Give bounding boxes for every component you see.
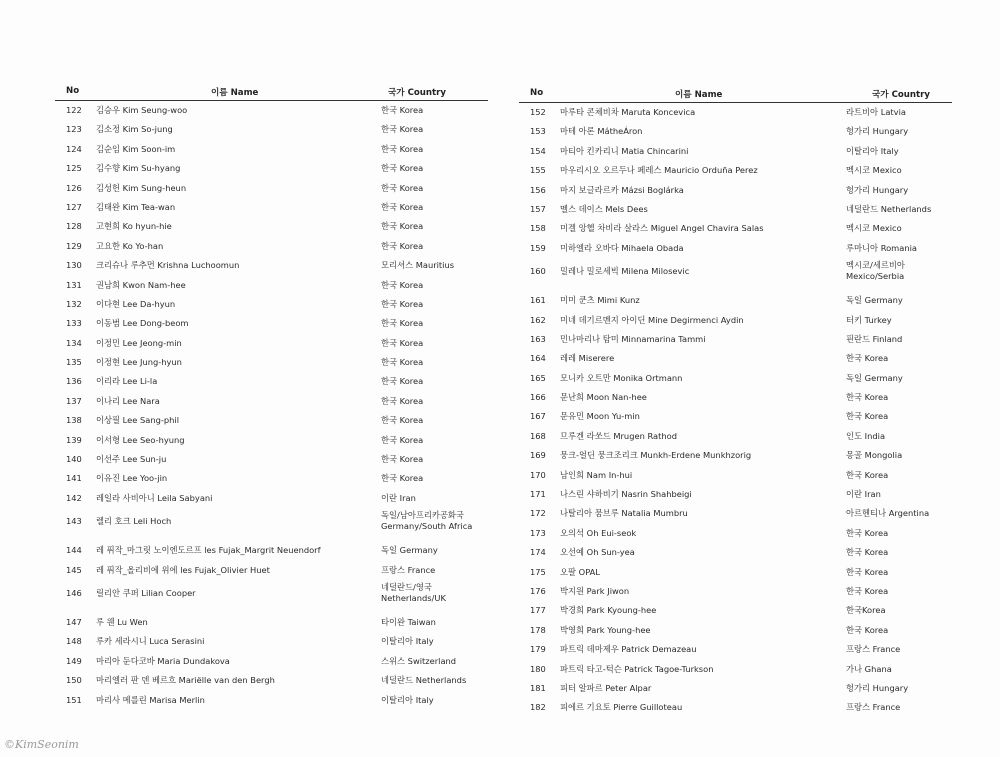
row-country: 라트비아 Latvia — [846, 107, 906, 117]
row-number: 135 — [66, 357, 82, 368]
row-country: 핀란드 Finland — [846, 333, 903, 344]
table-row — [55, 295, 488, 314]
row-country: 한국 Korea — [381, 105, 424, 115]
row-country: 몽골 Mongolia — [846, 450, 903, 461]
row-number: 163 — [530, 333, 546, 344]
table-row — [55, 276, 488, 295]
row-number: 167 — [530, 411, 546, 422]
table-row — [55, 541, 488, 560]
row-country: 프랑스 France — [381, 564, 436, 575]
table-row — [55, 198, 488, 217]
table-row — [55, 179, 488, 198]
row-name: 레일라 사비아니 Leila Sabyani — [96, 492, 213, 503]
row-number: 125 — [66, 163, 82, 174]
row-country: 아르헨티나 Argentina — [846, 508, 930, 519]
table-row — [519, 388, 952, 407]
row-number: 177 — [530, 605, 546, 616]
table-row — [55, 159, 488, 178]
table-row — [519, 258, 952, 291]
row-country: 프랑스 France — [846, 702, 901, 713]
row-name: 김소정 Kim So-jung — [96, 124, 173, 135]
row-number: 127 — [66, 201, 82, 212]
row-number: 146 — [66, 587, 82, 598]
table-row — [55, 469, 488, 488]
table-row — [519, 239, 952, 258]
table-row — [519, 349, 952, 368]
table-row — [55, 334, 488, 353]
row-number: 181 — [530, 682, 546, 693]
table-row — [519, 679, 952, 698]
row-country: 헝가리 Hungary — [846, 682, 909, 693]
row-country: 한국 Korea — [381, 473, 424, 484]
row-country: 한국 Korea — [846, 392, 889, 403]
row-country: 한국 Korea — [381, 318, 424, 329]
row-name: 마루타 콘체비차 Maruta Koncevica — [560, 107, 696, 117]
row-name: 김승우 Kim Seung-woo — [96, 105, 188, 115]
row-name: 미미 쿤츠 Mimi Kunz — [560, 295, 640, 306]
row-country: 한국 Korea — [381, 240, 424, 251]
row-number: 169 — [530, 450, 546, 461]
table-row — [55, 140, 488, 159]
row-country: 한국 Korea — [381, 143, 424, 154]
row-country: 독일/남아프리카공화국 Germany/South Africa — [381, 510, 473, 532]
row-country: 한국 Korea — [381, 201, 424, 212]
table-row — [55, 217, 488, 236]
row-country: 루마니아 Romania — [846, 242, 917, 253]
row-name: 마지 보글라르카 Mázsi Boglárka — [560, 184, 684, 195]
row-name: 박영희 Park Young-hee — [560, 624, 651, 635]
row-number: 148 — [66, 636, 82, 647]
row-number: 182 — [530, 702, 546, 713]
row-country: 이탈리아 Italy — [381, 636, 434, 647]
row-number: 176 — [530, 585, 546, 596]
row-name: 나탈리아 뭄브루 Natalia Mumbru — [560, 508, 688, 519]
row-country: 멕시코 Mexico — [846, 223, 902, 234]
row-number: 166 — [530, 392, 546, 403]
table-row — [519, 291, 952, 310]
header-name: 이름 Name — [211, 88, 259, 98]
watermark: ©KimSeonim — [4, 738, 79, 751]
header-country: 국가 Country — [872, 90, 930, 100]
row-name: 모니카 오트만 Monika Ortmann — [560, 372, 683, 383]
row-number: 145 — [66, 564, 82, 575]
row-name: 피터 알파르 Peter Alpar — [560, 682, 652, 693]
row-number: 134 — [66, 337, 82, 348]
row-country: 인도 India — [846, 430, 886, 441]
table-row — [519, 543, 952, 562]
row-name: 김태완 Kim Tea-wan — [96, 201, 176, 212]
row-country: 한국 Korea — [381, 357, 424, 368]
row-name: 므루겐 라쏘드 Mrugen Rathod — [560, 430, 677, 441]
table-row — [55, 508, 488, 541]
row-name: 이상필 Lee Sang-phil — [96, 415, 180, 426]
row-name: 레 퓌작_올리비에 위에 les Fujak_Olivier Huet — [96, 564, 270, 575]
row-number: 132 — [66, 298, 82, 309]
row-number: 172 — [530, 508, 546, 519]
row-name: 미겔 앙헬 차비라 살라스 Miguel Angel Chavira Salas — [560, 223, 764, 234]
row-number: 174 — [530, 547, 546, 558]
table-row — [55, 314, 488, 333]
row-country: 한국 Korea — [846, 624, 889, 635]
row-number: 164 — [530, 353, 546, 364]
table-row — [55, 411, 488, 430]
table-row — [519, 504, 952, 523]
row-country: 이란 Iran — [381, 492, 416, 503]
row-number: 157 — [530, 203, 546, 214]
table-row — [519, 446, 952, 465]
row-number: 159 — [530, 242, 546, 253]
table-body — [519, 103, 952, 718]
row-country: 한국 Korea — [381, 182, 424, 193]
row-number: 165 — [530, 372, 546, 383]
row-country: 한국 Korea — [381, 337, 424, 348]
row-name: 민나마리나 탐미 Minnamarina Tammi — [560, 333, 706, 344]
row-number: 161 — [530, 295, 546, 306]
table-row — [519, 640, 952, 659]
table-row — [55, 372, 488, 391]
row-name: 이동범 Lee Dong-beom — [96, 318, 189, 329]
row-name: 이다현 Lee Da-hyun — [96, 298, 176, 309]
row-number: 160 — [530, 266, 546, 277]
table-row — [55, 632, 488, 651]
table-row — [519, 200, 952, 219]
row-country: 네덜란드 Netherlands — [381, 675, 467, 686]
table-row — [519, 142, 952, 161]
row-country: 타이완 Taiwan — [381, 616, 436, 627]
table-row — [519, 524, 952, 543]
row-country: 독일 Germany — [846, 372, 903, 383]
row-country: 한국 Korea — [381, 376, 424, 387]
row-country: 프랑스 France — [846, 644, 901, 655]
row-number: 123 — [66, 124, 82, 135]
table-row — [55, 353, 488, 372]
row-country: 독일 Germany — [381, 545, 438, 556]
row-name: 뭉크-얼딘 뭉크조리크 Munkh-Erdene Munkhzorig — [560, 450, 752, 461]
row-country: 한국 Korea — [846, 469, 889, 480]
table-row — [519, 485, 952, 504]
row-country: 한국 Korea — [381, 454, 424, 465]
row-name: 나스린 샤하비기 Nasrin Shahbeigi — [560, 489, 692, 500]
header-name: 이름 Name — [675, 90, 723, 100]
header-no: No — [66, 86, 80, 96]
header-country: 국가 Country — [388, 88, 446, 98]
row-number: 139 — [66, 434, 82, 445]
table-row — [519, 427, 952, 446]
table-row — [519, 466, 952, 485]
table-row — [55, 431, 488, 450]
table-row — [55, 489, 488, 508]
row-country: 이탈리아 Italy — [846, 145, 899, 156]
table-row — [519, 369, 952, 388]
row-number: 144 — [66, 545, 82, 556]
row-number: 175 — [530, 566, 546, 577]
row-name: 피에르 기요토 Pierre Guilloteau — [560, 702, 683, 713]
row-name: 김수향 Kim Su-hyang — [96, 163, 181, 174]
row-number: 180 — [530, 663, 546, 674]
row-country: 이탈리아 Italy — [381, 694, 434, 705]
row-name: 레레 Miserere — [560, 353, 615, 364]
row-number: 133 — [66, 318, 82, 329]
row-name: 이정현 Lee Jung-hyun — [96, 357, 182, 368]
row-number: 129 — [66, 240, 82, 251]
row-number: 141 — [66, 473, 82, 484]
row-country: 한국 Korea — [381, 124, 424, 135]
row-name: 오의석 Oh Eui-seok — [560, 527, 637, 538]
table-row — [519, 601, 952, 620]
row-country: 한국 Korea — [846, 585, 889, 596]
row-country: 네덜란드/영국 Netherlands/UK — [381, 581, 446, 603]
row-number: 153 — [530, 126, 546, 137]
row-number: 168 — [530, 430, 546, 441]
row-name: 이리라 Lee Li-la — [96, 376, 158, 387]
row-number: 173 — [530, 527, 546, 538]
row-name: 마우리시오 오르두나 페레스 Mauricio Orduña Perez — [560, 165, 758, 176]
row-number: 170 — [530, 469, 546, 480]
row-name: 이나리 Lee Nara — [96, 395, 160, 406]
row-name: 오팔 OPAL — [560, 566, 600, 577]
row-name: 마리사 메를린 Marisa Merlin — [96, 694, 205, 705]
row-country: 헝가리 Hungary — [846, 126, 909, 137]
row-country: 모리셔스 Mauritius — [381, 260, 455, 271]
row-country: 한국 Korea — [381, 279, 424, 290]
participants-table-right — [519, 86, 952, 718]
row-country: 한국 Korea — [846, 566, 889, 577]
row-name: 김성헌 Kim Sung-heun — [96, 182, 187, 193]
row-number: 150 — [66, 675, 82, 686]
row-name: 오선예 Oh Sun-yea — [560, 547, 635, 558]
row-number: 137 — [66, 395, 82, 406]
row-name: 밀레나 밀로세빅 Milena Milosevic — [560, 266, 690, 277]
row-name: 박경희 Park Kyoung-hee — [560, 605, 657, 616]
row-number: 151 — [66, 694, 82, 705]
row-number: 162 — [530, 314, 546, 325]
table-row — [519, 330, 952, 349]
row-number: 178 — [530, 624, 546, 635]
participants-table-left — [55, 84, 488, 710]
table-row — [519, 563, 952, 582]
row-country: 한국 Korea — [381, 395, 424, 406]
row-name: 이선주 Lee Sun-ju — [96, 454, 167, 465]
row-name: 마리아 둔다코바 Maria Dundakova — [96, 655, 230, 666]
row-number: 131 — [66, 279, 82, 290]
table-row — [55, 652, 488, 671]
row-number: 122 — [66, 105, 82, 115]
row-number: 154 — [530, 145, 546, 156]
table-row — [519, 181, 952, 200]
row-name: 레 퓌작_마그릿 노이엔도르프 les Fujak_Margrit Neuendorf — [96, 545, 321, 556]
row-name: 문난희 Moon Nan-hee — [560, 392, 647, 403]
table-row — [519, 219, 952, 238]
row-name: 미네 데기르멘지 아이딘 Mine Degirmenci Aydin — [560, 314, 744, 325]
row-name: 크리슈나 루추먼 Krishna Luchoomun — [96, 260, 240, 271]
row-country: 한국 Korea — [381, 415, 424, 426]
row-name: 고현희 Ko hyun-hie — [96, 221, 172, 232]
row-number: 156 — [530, 184, 546, 195]
row-number: 126 — [66, 182, 82, 193]
table-row — [55, 580, 488, 613]
row-number: 138 — [66, 415, 82, 426]
row-name: 권남희 Kwon Nam-hee — [96, 279, 186, 290]
row-number: 130 — [66, 260, 82, 271]
row-number: 179 — [530, 644, 546, 655]
row-country: 한국 Korea — [381, 221, 424, 232]
row-number: 140 — [66, 454, 82, 465]
row-number: 136 — [66, 376, 82, 387]
table-row — [519, 407, 952, 426]
header-no: No — [530, 88, 544, 98]
row-country: 한국 Korea — [381, 298, 424, 309]
row-country: 한국 Korea — [381, 434, 424, 445]
row-name: 파트릭 타고-턱슨 Patrick Tagoe-Turkson — [560, 663, 714, 674]
row-number: 143 — [66, 516, 82, 527]
row-country: 한국 Korea — [846, 527, 889, 538]
row-country: 이란 Iran — [846, 489, 881, 500]
table-row — [55, 450, 488, 469]
table-header — [55, 84, 488, 101]
table-row — [519, 582, 952, 601]
table-row — [55, 256, 488, 275]
row-name: 루 웬 Lu Wen — [96, 616, 148, 627]
table-header — [519, 86, 952, 103]
table-row — [519, 122, 952, 141]
row-name: 파트릭 데마제우 Patrick Demazeau — [560, 644, 697, 655]
row-number: 149 — [66, 655, 82, 666]
row-country: 멕시코 Mexico — [846, 165, 902, 176]
row-country: 한국Korea — [846, 605, 886, 616]
table-row — [519, 103, 952, 122]
row-number: 171 — [530, 489, 546, 500]
table-row — [55, 613, 488, 632]
row-country: 멕시코/세르비아 Mexico/Serbia — [846, 260, 905, 282]
row-number: 158 — [530, 223, 546, 234]
table-row — [55, 101, 488, 120]
table-row — [55, 120, 488, 139]
table-body — [55, 101, 488, 710]
row-number: 147 — [66, 616, 82, 627]
table-row — [55, 671, 488, 690]
row-name: 문유민 Moon Yu-min — [560, 411, 640, 422]
row-name: 마티아 킨카리니 Matia Chincarini — [560, 145, 689, 156]
row-name: 마테 아론 MátheÁron — [560, 126, 643, 137]
row-number: 128 — [66, 221, 82, 232]
row-number: 152 — [530, 107, 546, 117]
row-country: 가나 Ghana — [846, 663, 892, 674]
table-row — [519, 311, 952, 330]
row-country: 터키 Turkey — [846, 314, 892, 325]
row-name: 남인희 Nam In-hui — [560, 469, 633, 480]
table-row — [519, 660, 952, 679]
row-name: 이유진 Lee Yoo-jin — [96, 473, 168, 484]
row-name: 이정민 Lee Jeong-min — [96, 337, 182, 348]
row-name: 마리엘러 판 덴 베르흐 Mariëlle van den Bergh — [96, 675, 275, 686]
row-country: 독일 Germany — [846, 295, 903, 306]
row-number: 124 — [66, 143, 82, 154]
row-country: 한국 Korea — [846, 547, 889, 558]
table-row — [55, 691, 488, 710]
row-country: 한국 Korea — [381, 163, 424, 174]
row-country: 네덜란드 Netherlands — [846, 203, 932, 214]
row-number: 142 — [66, 492, 82, 503]
table-row — [519, 621, 952, 640]
row-name: 박지원 Park Jiwon — [560, 585, 630, 596]
table-row — [55, 237, 488, 256]
row-name: 이서형 Lee Seo-hyung — [96, 434, 185, 445]
row-name: 루카 세라시니 Luca Serasini — [96, 636, 205, 647]
row-name: 미하엘라 오바다 Mihaela Obada — [560, 242, 684, 253]
row-country: 한국 Korea — [846, 411, 889, 422]
row-country: 한국 Korea — [846, 353, 889, 364]
row-name: 렐리 호크 Leli Hoch — [96, 516, 172, 527]
table-row — [519, 161, 952, 180]
row-country: 헝가리 Hungary — [846, 184, 909, 195]
row-country: 스위스 Switzerland — [381, 655, 457, 666]
table-row — [519, 698, 952, 717]
row-number: 155 — [530, 165, 546, 176]
row-name: 김순임 Kim Soon-im — [96, 143, 176, 154]
row-name: 멜스 데이스 Mels Dees — [560, 203, 648, 214]
table-row — [55, 392, 488, 411]
row-name: 릴리안 쿠퍼 Lilian Cooper — [96, 587, 196, 598]
table-row — [55, 561, 488, 580]
row-name: 고요한 Ko Yo-han — [96, 240, 164, 251]
